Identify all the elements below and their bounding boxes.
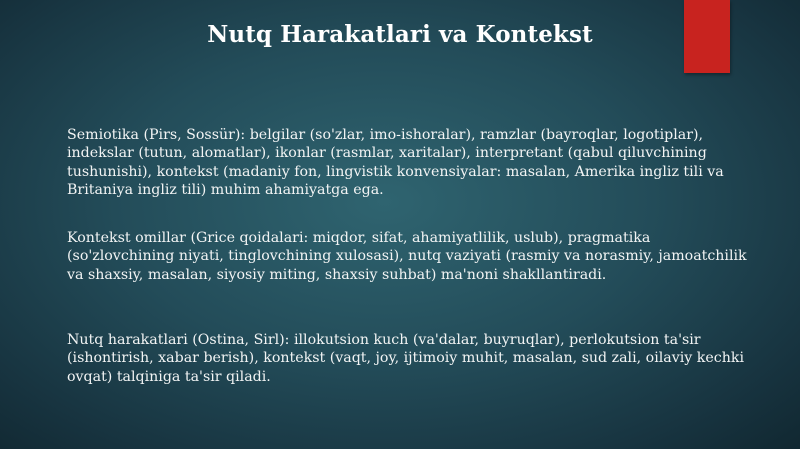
paragraph-semiotics: Semiotika (Pirs, Sossür): belgilar (so'zlar, imo-ishoralar), ramzlar (bayroqlar, logotiplar), indekslar (tutun, alomatlar), ikonlar (rasmlar, xaritalar), interpretant (qabul qiluvchining tushunishi), kontekst (madaniy fon, lingvistik konvensiyalar: masalan, Amerika ingliz tili va Britaniya ingliz tili) muhim ahamiyatga ega. xyxy=(67,127,724,198)
slide-title: Nutq Harakatlari va Kontekst xyxy=(207,21,593,48)
paragraph-speech-acts: Nutq harakatlari (Ostina, Sirl): illokutsion kuch (va'dalar, buyruqlar), perlokutsion ta'sir (ishontirish, xabar berish), kontekst (vaqt, joy, ijtimoiy muhit, masalan, sud zali, oilaviy kechki ovqat) talqiniga ta'sir qiladi. xyxy=(67,332,745,385)
paragraph-context-factors: Kontekst omillar (Grice qoidalari: miqdor, sifat, ahamiyatlilik, uslub), pragmatika (so'zlovchining niyati, tinglovchining xulosasi), nutq vaziyati (rasmiy va norasmiy, jamoatchilik va shaxsiy, masalan, siyosiy miting, shaxsiy suhbat) ma'noni shakllantiradi. xyxy=(67,230,747,283)
